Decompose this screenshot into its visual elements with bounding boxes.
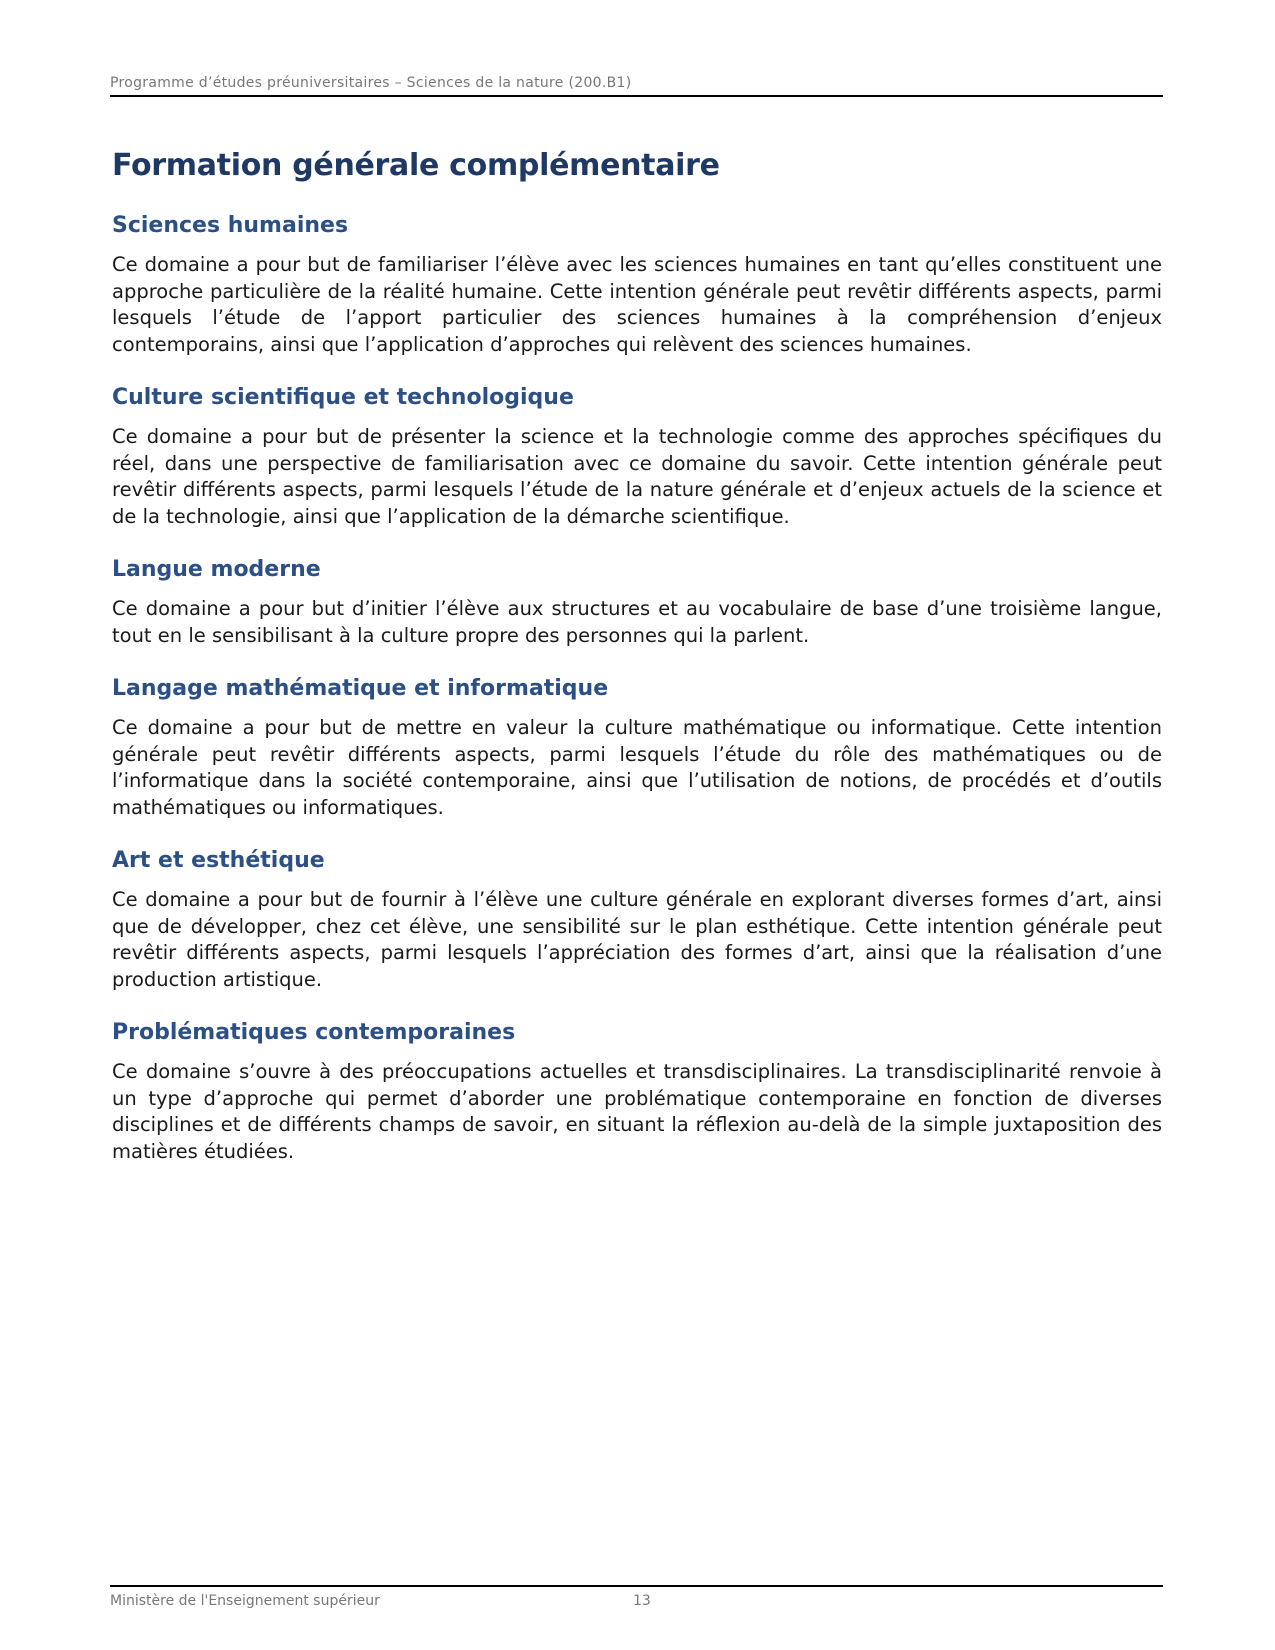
section-body: Ce domaine s’ouvre à des préoccupations actuelles et transdisciplinaires. La transdisciplinarité renvoie à un type d’approche qui permet d’aborder une problématique contemporaine en fonction de diverses disciplines et de différents champs de savoir, en situant la réflexion au-delà de la simple juxtaposition des matières étudiées. (112, 1060, 1162, 1163)
section-sciences-humaines (112, 212, 1162, 358)
section-body: Ce domaine a pour but de familiariser l’élève avec les sciences humaines en tant qu’elles constituent une approche particulière de la réalité humaine. Cette intention générale peut revêtir différents aspects, parmi lesquels l’étude de l’apport particulier des sciences humaines à la compréhension d’enjeux contemporains, ainsi que l’application d’approches qui relèvent des sciences humaines. (112, 253, 1162, 356)
running-footer (110, 1585, 1163, 1613)
main-content (112, 146, 1162, 1191)
section-langue-moderne (112, 556, 1162, 649)
section-body: Ce domaine a pour but de présenter la science et la technologie comme des approches spécifiques du réel, dans une perspective de familiarisation avec ce domaine du savoir. Cette intention générale peut revêtir différents aspects, parmi lesquels l’étude de la nature générale et d’enjeux actuels de la science et de la technologie, ainsi que l’application de la démarche scientifique. (112, 425, 1162, 528)
section-heading: Sciences humaines (112, 213, 349, 238)
section-body: Ce domaine a pour but d’initier l’élève aux structures et au vocabulaire de base d’une troisième langue, tout en le sensibilisant à la culture propre des personnes qui la parlent. (112, 597, 1162, 647)
section-heading: Langage mathématique et informatique (112, 676, 609, 701)
section-culture-scientifique (112, 384, 1162, 530)
section-heading: Art et esthétique (112, 848, 325, 873)
footer-publisher: Ministère de l'Enseignement supérieur (110, 1593, 380, 1609)
section-problematiques-contemporaines (112, 1019, 1162, 1165)
section-art-esthetique (112, 847, 1162, 993)
running-header-title: Programme d’études préuniversitaires – Sciences de la nature (200.B1) (110, 75, 632, 91)
section-heading: Problématiques contemporaines (112, 1020, 516, 1045)
section-langage-mathematique (112, 675, 1162, 821)
section-body: Ce domaine a pour but de fournir à l’élève une culture générale en explorant diverses formes d’art, ainsi que de développer, chez cet élève, une sensibilité sur le plan esthétique. Cette intention générale peut revêtir différents aspects, parmi lesquels l’appréciation des formes d’art, ainsi que la réalisation d’une production artistique. (112, 888, 1162, 991)
section-heading: Langue moderne (112, 557, 321, 582)
running-header (110, 74, 1163, 97)
section-body: Ce domaine a pour but de mettre en valeur la culture mathématique ou informatique. Cette intention générale peut revêtir différents aspects, parmi lesquels l’étude du rôle des mathématiques ou de l’informatique dans la société contemporaine, ainsi que l’utilisation de notions, de procédés et d’outils mathématiques ou informatiques. (112, 716, 1162, 819)
page-title: Formation générale complémentaire (112, 148, 720, 183)
page-number: 13 (633, 1593, 651, 1609)
section-heading: Culture scientifique et technologique (112, 385, 574, 410)
